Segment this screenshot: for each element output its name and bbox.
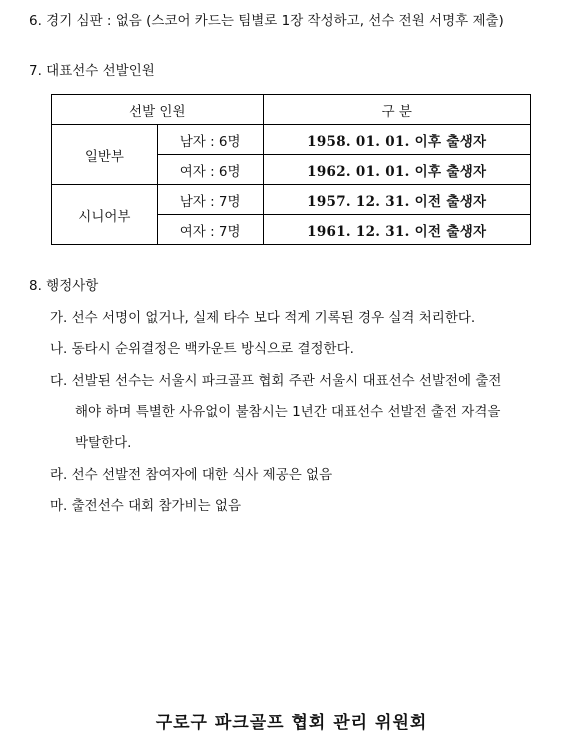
criteria-cell: 1957. 12. 31. 이전 출생자 xyxy=(263,185,530,215)
count-cell: 여자 : 7명 xyxy=(157,215,263,245)
criteria-cell: 1958. 01. 01. 이후 출생자 xyxy=(263,125,530,155)
admin-item-da-line3: 박탈한다. xyxy=(75,435,132,451)
count-cell: 여자 : 6명 xyxy=(157,155,263,185)
criteria-cell: 1961. 12. 31. 이전 출생자 xyxy=(263,215,530,245)
count-cell: 남자 : 6명 xyxy=(157,125,263,155)
admin-item-da-line1: 다. 선발된 선수는 서울시 파크골프 협회 주관 서울시 대표선수 선발전에 출전 xyxy=(50,373,502,389)
selection-table xyxy=(51,94,531,245)
group-senior: 시니어부 xyxy=(52,185,158,245)
count-cell: 남자 : 7명 xyxy=(157,185,263,215)
admin-item-ga: 가. 선수 서명이 없거나, 실제 타수 보다 적게 기록된 경우 실격 처리한다. xyxy=(50,310,476,326)
footer-committee-name: 구로구 파크골프 협회 관리 위원회 xyxy=(155,713,428,733)
item-7-title: 7. 대표선수 선발인원 xyxy=(29,63,155,79)
table-row xyxy=(52,125,531,155)
table-header-row xyxy=(52,95,531,125)
item-8-title: 8. 행정사항 xyxy=(29,278,99,294)
admin-item-ra: 라. 선수 선발전 참여자에 대한 식사 제공은 없음 xyxy=(50,467,333,483)
admin-item-ma: 마. 출전선수 대회 참가비는 없음 xyxy=(50,498,241,514)
header-category: 구 분 xyxy=(263,95,530,125)
group-general: 일반부 xyxy=(52,125,158,185)
admin-item-da-line2: 해야 하며 특별한 사유없이 불참시는 1년간 대표선수 선발전 출전 자격을 xyxy=(75,404,501,420)
header-selection-count: 선발 인원 xyxy=(52,95,264,125)
table-row xyxy=(52,185,531,215)
admin-item-na: 나. 동타시 순위결정은 백카운트 방식으로 결정한다. xyxy=(50,341,354,357)
item-6-referee: 6. 경기 심판 : 없음 (스코어 카드는 팀별로 1장 작성하고, 선수 전원 서명후 제출) xyxy=(29,13,504,29)
criteria-cell: 1962. 01. 01. 이후 출생자 xyxy=(263,155,530,185)
